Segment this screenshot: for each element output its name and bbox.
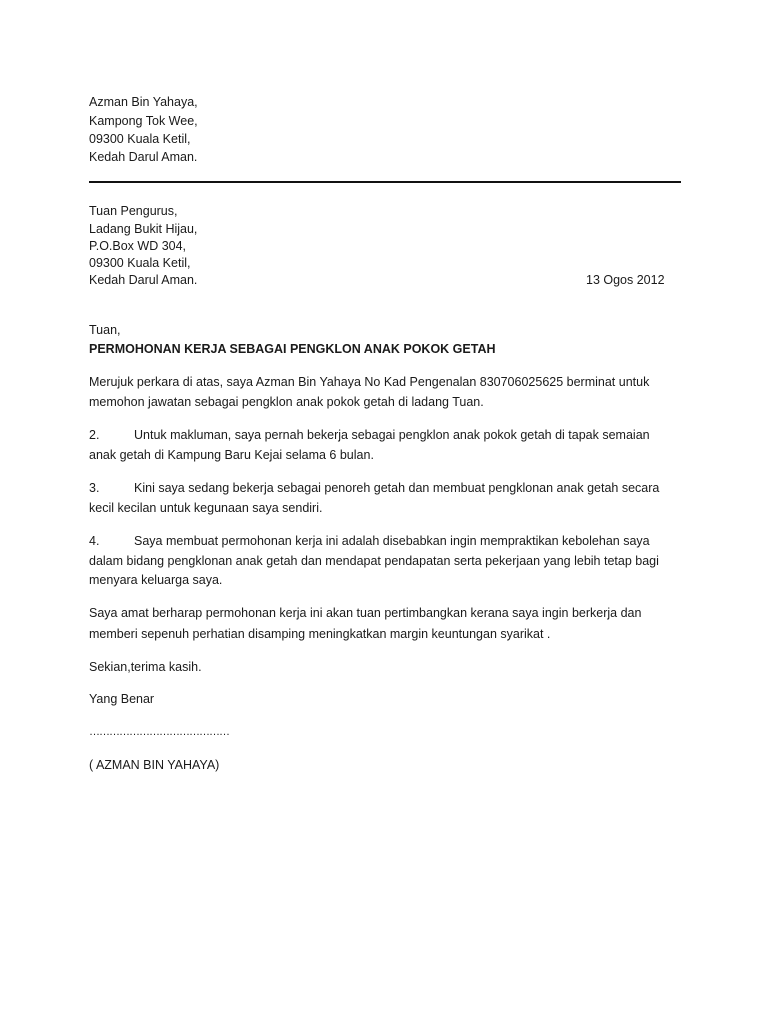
paragraph-first-line [89, 427, 650, 443]
sender-line: Kedah Darul Aman. [89, 150, 198, 164]
paragraph-line: dalam bidang pengklonan anak getah dan mendapat pendapatan serta pekerjaan yang lebih tetap bagi [89, 554, 659, 568]
paragraph-text: Saya membuat permohonan kerja ini adalah disebabkan ingin mempraktikan kebolehan saya [134, 534, 650, 548]
sender-line: 09300 Kuala Ketil, [89, 132, 191, 146]
recipient-line: P.O.Box WD 304, [89, 239, 187, 253]
letter-date: 13 Ogos 2012 [586, 273, 665, 287]
paragraph-line: memohon jawatan sebagai pengklon anak pokok getah di ladang Tuan. [89, 395, 484, 409]
recipient-line: Tuan Pengurus, [89, 204, 178, 218]
paragraph-number: 4. [89, 534, 100, 548]
closing-line: Sekian,terima kasih. [89, 660, 202, 674]
paragraph-text: Kini saya sedang bekerja sebagai penoreh getah dan membuat pengklonan anak getah secara [134, 481, 660, 495]
paragraph-first-line [89, 533, 650, 549]
header-divider [89, 181, 681, 183]
salutation: Tuan, [89, 323, 121, 337]
sender-line: Azman Bin Yahaya, [89, 95, 198, 109]
sender-line: Kampong Tok Wee, [89, 114, 198, 128]
paragraph-line: kecil kecilan untuk kegunaan saya sendiri. [89, 501, 323, 515]
paragraph-line: anak getah di Kampung Baru Kejai selama 6 bulan. [89, 448, 374, 462]
recipient-line: Kedah Darul Aman. [89, 273, 198, 287]
recipient-line: Ladang Bukit Hijau, [89, 222, 198, 236]
paragraph-number: 2. [89, 428, 100, 442]
paragraph-line: menyara keluarga saya. [89, 573, 223, 587]
paragraph-text: Untuk makluman, saya pernah bekerja sebagai pengklon anak pokok getah di tapak semaian [134, 428, 650, 442]
signatory-name: ( AZMAN BIN YAHAYA) [89, 758, 220, 772]
recipient-line: 09300 Kuala Ketil, [89, 256, 191, 270]
signature-line: …………………………………… [89, 726, 229, 738]
paragraph-first-line [89, 480, 659, 496]
paragraph-line: Merujuk perkara di atas, saya Azman Bin Yahaya No Kad Pengenalan 830706025625 berminat untuk [89, 375, 650, 389]
subject-line: PERMOHONAN KERJA SEBAGAI PENGKLON ANAK POKOK GETAH [89, 342, 496, 356]
sign-off: Yang Benar [89, 692, 155, 706]
paragraph-line: Saya amat berharap permohonan kerja ini akan tuan pertimbangkan kerana saya ingin berkerja dan [89, 606, 642, 620]
paragraph-line: memberi sepenuh perhatian disamping meningkatkan margin keuntungan syarikat . [89, 627, 551, 641]
paragraph-number: 3. [89, 481, 100, 495]
